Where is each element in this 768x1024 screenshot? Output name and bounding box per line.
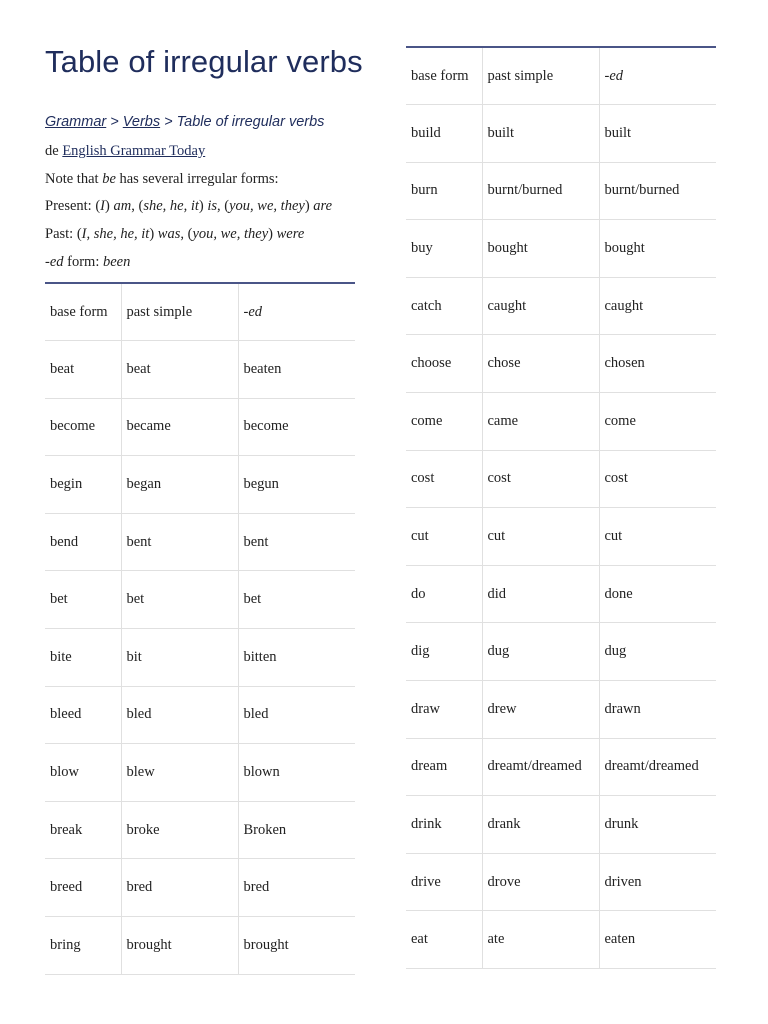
note-text: ): [149, 226, 158, 242]
past-simple-cell: beat: [121, 341, 238, 399]
note-text: Present: (: [45, 198, 101, 214]
base-form-cell: bleed: [45, 686, 121, 744]
base-form-cell: break: [45, 801, 121, 859]
source-link[interactable]: English Grammar Today: [62, 143, 206, 159]
ed-form-cell: bred: [238, 859, 355, 917]
note-text: ): [304, 198, 314, 214]
base-form-cell: come: [406, 393, 482, 451]
column-header: -ed: [238, 283, 355, 341]
past-simple-cell: built: [482, 105, 599, 163]
base-form-cell: dig: [406, 623, 482, 681]
table-row: [45, 513, 355, 571]
irregular-verbs-table-left: [45, 282, 355, 975]
table-row: [406, 450, 716, 508]
table-row: [406, 853, 716, 911]
column-header: base form: [406, 47, 482, 105]
ed-form-cell: built: [599, 105, 716, 163]
note-ed-label: -ed: [45, 254, 64, 270]
note-text: has several irregular forms:: [115, 171, 279, 187]
note-text: , (: [180, 226, 193, 242]
table-row: [45, 398, 355, 456]
ed-form-cell: driven: [599, 853, 716, 911]
base-form-cell: build: [406, 105, 482, 163]
source-line: [45, 143, 205, 160]
column-header: base form: [45, 283, 121, 341]
base-form-cell: bet: [45, 571, 121, 629]
past-simple-cell: became: [121, 398, 238, 456]
ed-form-cell: burnt/burned: [599, 162, 716, 220]
base-form-cell: cost: [406, 450, 482, 508]
past-simple-cell: caught: [482, 277, 599, 335]
past-simple-cell: broke: [121, 801, 238, 859]
ed-form-cell: cost: [599, 450, 716, 508]
note-intro: [45, 171, 279, 188]
column-header: -ed: [599, 47, 716, 105]
table-row: [45, 341, 355, 399]
ed-form-cell: dug: [599, 623, 716, 681]
table-header-row: [45, 283, 355, 341]
ed-form-cell: dreamt/dreamed: [599, 738, 716, 796]
breadcrumb-separator: >: [106, 114, 123, 130]
note-pronoun: you, we, they: [192, 226, 269, 242]
base-form-cell: become: [45, 398, 121, 456]
past-simple-cell: bet: [121, 571, 238, 629]
note-text: Note that: [45, 171, 103, 187]
ed-form-cell: cut: [599, 508, 716, 566]
past-simple-cell: blew: [121, 744, 238, 802]
column-header: past simple: [482, 47, 599, 105]
ed-form-cell: beaten: [238, 341, 355, 399]
ed-form-cell: bled: [238, 686, 355, 744]
page-title: Table of irregular verbs: [45, 44, 363, 79]
past-simple-cell: bled: [121, 686, 238, 744]
table-row: [406, 393, 716, 451]
base-form-cell: bring: [45, 917, 121, 975]
note-pronoun: you, we, they: [229, 198, 305, 214]
table-row: [406, 796, 716, 854]
breadcrumb: [45, 114, 324, 130]
table-row: [45, 917, 355, 975]
base-form-cell: do: [406, 565, 482, 623]
ed-form-cell: bent: [238, 513, 355, 571]
table-row: [45, 859, 355, 917]
ed-form-cell: done: [599, 565, 716, 623]
ed-form-cell: come: [599, 393, 716, 451]
breadcrumb-separator: >: [160, 114, 177, 130]
past-simple-cell: bought: [482, 220, 599, 278]
table-row: [45, 801, 355, 859]
note-verb-form: is: [207, 198, 218, 214]
base-form-cell: bend: [45, 513, 121, 571]
past-simple-cell: burnt/burned: [482, 162, 599, 220]
base-form-cell: bite: [45, 629, 121, 687]
table-row: [406, 277, 716, 335]
past-simple-cell: dreamt/dreamed: [482, 738, 599, 796]
base-form-cell: draw: [406, 681, 482, 739]
ed-form-cell: brought: [238, 917, 355, 975]
ed-form-cell: blown: [238, 744, 355, 802]
note-verb-form: been: [102, 254, 131, 270]
note-text: Past: (: [45, 226, 82, 242]
base-form-cell: drink: [406, 796, 482, 854]
ed-form-cell: chosen: [599, 335, 716, 393]
column-header: past simple: [121, 283, 238, 341]
past-simple-cell: bent: [121, 513, 238, 571]
past-simple-cell: dug: [482, 623, 599, 681]
note-ed-form: [45, 254, 130, 271]
base-form-cell: begin: [45, 456, 121, 514]
breadcrumb-current: Table of irregular verbs: [176, 114, 325, 130]
ed-form-cell: caught: [599, 277, 716, 335]
past-simple-cell: came: [482, 393, 599, 451]
base-form-cell: catch: [406, 277, 482, 335]
ed-form-cell: bought: [599, 220, 716, 278]
note-text: , (: [217, 198, 230, 214]
base-form-cell: dream: [406, 738, 482, 796]
base-form-cell: eat: [406, 911, 482, 969]
past-simple-cell: did: [482, 565, 599, 623]
past-simple-cell: cut: [482, 508, 599, 566]
note-text: form:: [63, 254, 103, 270]
note-pronoun: I: [100, 198, 106, 214]
note-verb-form: was: [157, 226, 181, 242]
ed-form-cell: Broken: [238, 801, 355, 859]
ed-form-cell: bet: [238, 571, 355, 629]
ed-form-cell: become: [238, 398, 355, 456]
table-row: [45, 571, 355, 629]
table-row: [45, 456, 355, 514]
ed-form-cell: eaten: [599, 911, 716, 969]
base-form-cell: buy: [406, 220, 482, 278]
table-body: [406, 47, 716, 969]
base-form-cell: beat: [45, 341, 121, 399]
breadcrumb-link-grammar[interactable]: Grammar: [45, 114, 107, 130]
note-text: ): [198, 198, 208, 214]
past-simple-cell: brought: [121, 917, 238, 975]
table-row: [406, 623, 716, 681]
note-text: , (: [131, 198, 144, 214]
past-simple-cell: cost: [482, 450, 599, 508]
table-row: [406, 508, 716, 566]
past-simple-cell: drove: [482, 853, 599, 911]
past-simple-cell: chose: [482, 335, 599, 393]
base-form-cell: blow: [45, 744, 121, 802]
table-row: [406, 220, 716, 278]
note-present: [45, 198, 332, 215]
past-simple-cell: began: [121, 456, 238, 514]
past-simple-cell: drew: [482, 681, 599, 739]
note-verb-form: were: [276, 226, 305, 242]
past-simple-cell: drank: [482, 796, 599, 854]
note-verb-form: are: [313, 198, 333, 214]
breadcrumb-link-verbs[interactable]: Verbs: [122, 114, 161, 130]
table-body: [45, 283, 355, 974]
base-form-cell: choose: [406, 335, 482, 393]
ed-form-cell: drawn: [599, 681, 716, 739]
table-header-row: [406, 47, 716, 105]
table-row: [45, 686, 355, 744]
table-row: [406, 681, 716, 739]
note-pronoun: she, he, it: [143, 198, 199, 214]
source-prefix: de: [45, 143, 63, 159]
note-word-be: be: [102, 171, 116, 187]
table-row: [406, 162, 716, 220]
note-pronoun: I, she, he, it: [81, 226, 150, 242]
past-simple-cell: bit: [121, 629, 238, 687]
past-simple-cell: ate: [482, 911, 599, 969]
table-row: [406, 335, 716, 393]
note-text: ): [268, 226, 277, 242]
base-form-cell: burn: [406, 162, 482, 220]
ed-form-cell: begun: [238, 456, 355, 514]
irregular-verbs-table-right: [406, 46, 716, 969]
past-simple-cell: bred: [121, 859, 238, 917]
note-past: [45, 226, 304, 243]
base-form-cell: drive: [406, 853, 482, 911]
table-row: [406, 738, 716, 796]
table-row: [406, 911, 716, 969]
note-verb-form: am: [113, 198, 132, 214]
table-row: [45, 629, 355, 687]
ed-form-cell: drunk: [599, 796, 716, 854]
base-form-cell: cut: [406, 508, 482, 566]
table-row: [406, 565, 716, 623]
base-form-cell: breed: [45, 859, 121, 917]
table-row: [45, 744, 355, 802]
table-row: [406, 105, 716, 163]
note-text: ): [105, 198, 114, 214]
ed-form-cell: bitten: [238, 629, 355, 687]
